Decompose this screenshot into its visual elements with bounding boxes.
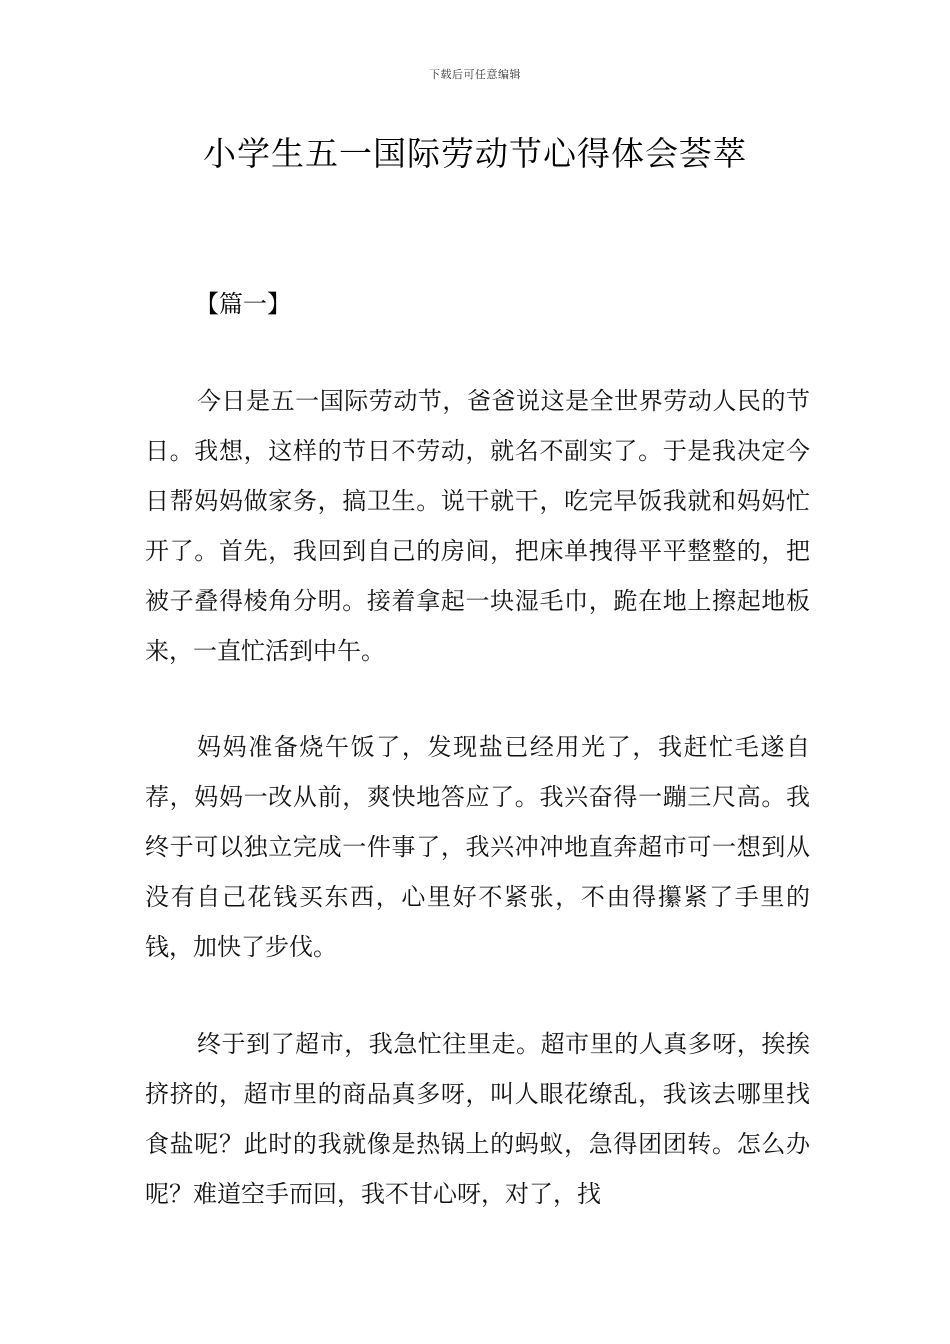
paragraph-3: 终于到了超市，我急忙往里走。超市里的人真多呀，挨挨挤挤的，超市里的商品真多呀，叫人眼花缭乱，我该去哪里找食盐呢？此时的我就像是热锅上的蚂蚁，急得团团转。怎么办呢？难道空手而回，我不甘心呀，对了，找 <box>145 1030 810 1208</box>
paragraph-1: 今日是五一国际劳动节，爸爸说这是全世界劳动人民的节日。我想，这样的节日不劳动，就名不副实了。于是我决定今日帮妈妈做家务，搞卫生。说干就干，吃完早饭我就和妈妈忙开了。首先，我回到自己的房间，把床单拽得平平整整的，把被子叠得棱角分明。接着拿起一块湿毛巾，跪在地上擦起地板来，一直忙活到中午。 <box>145 387 810 665</box>
paragraph-2: 妈妈准备烧午饭了，发现盐已经用光了，我赶忙毛遂自荐，妈妈一改从前，爽快地答应了。我兴奋得一蹦三尺高。我终于可以独立完成一件事了，我兴冲冲地直奔超市可一想到从没有自己花钱买东西，心里好不紧张，不由得攥紧了手里的钱，加快了步伐。 <box>145 733 810 961</box>
document-title: 小学生五一国际劳动节心得体会荟萃 <box>203 134 747 173</box>
section-label: 【篇一】 <box>195 290 291 318</box>
header-note: 下载后可任意编辑 <box>429 68 521 81</box>
